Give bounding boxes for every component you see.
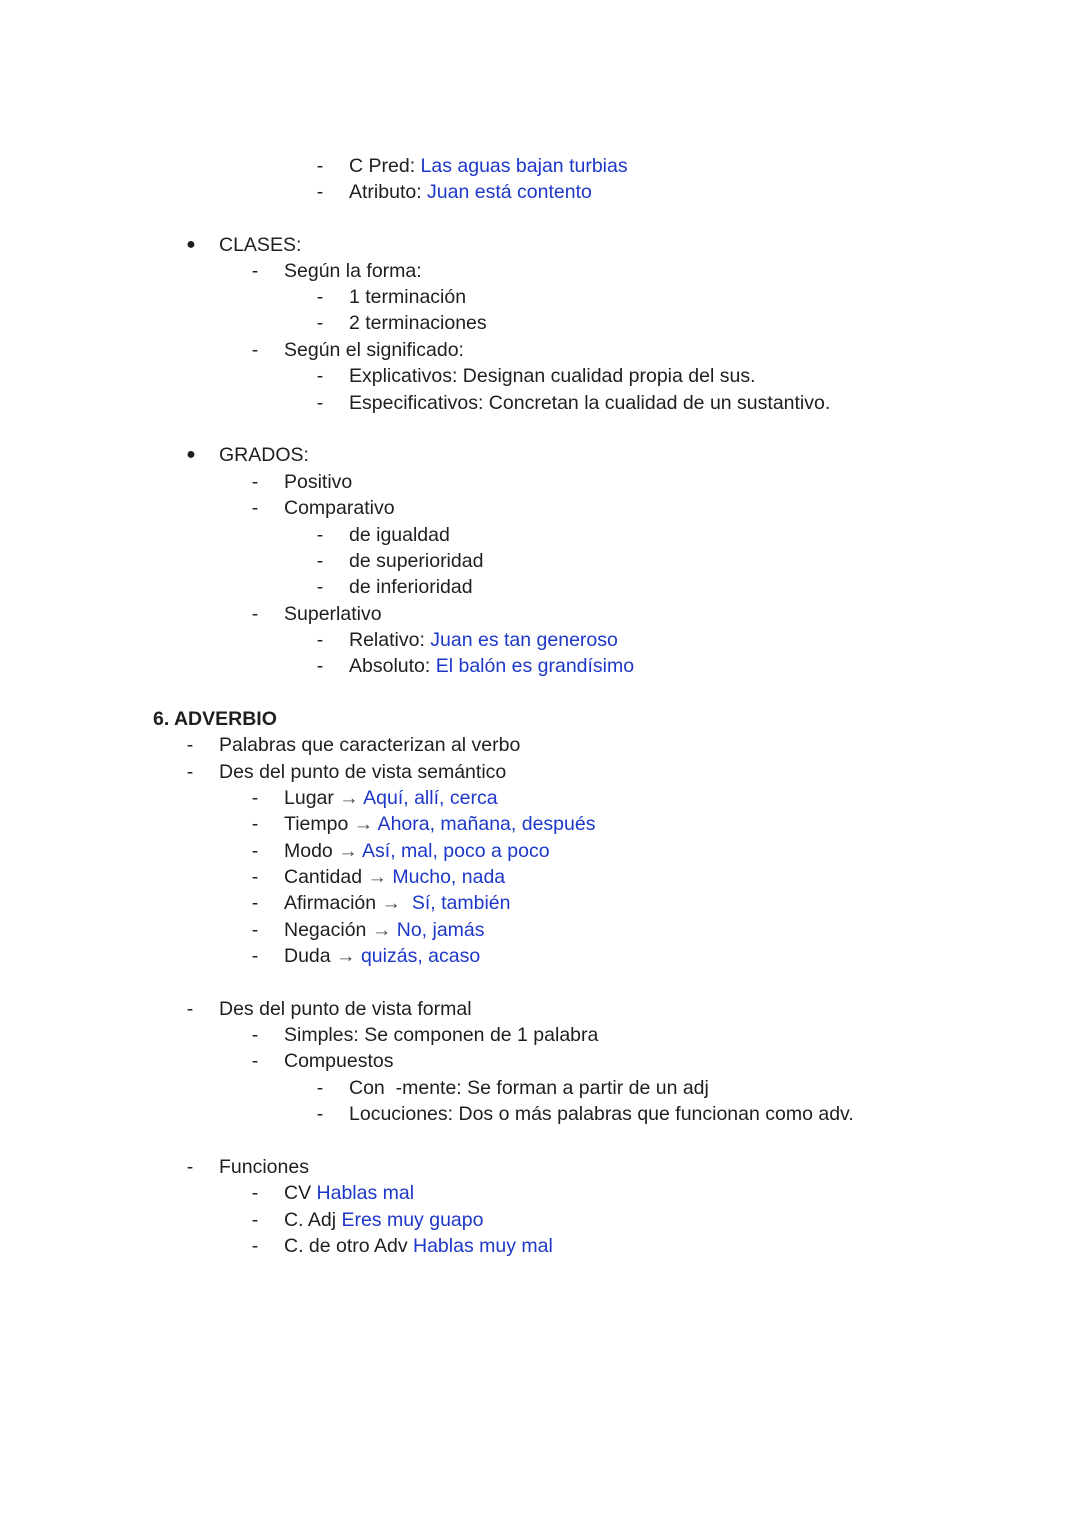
item-label: Tiempo <box>284 813 354 835</box>
item-label: C Pred: <box>349 155 421 177</box>
example-text: Juan es tan generoso <box>430 629 618 651</box>
dash-marker: - <box>316 365 324 387</box>
dash-marker: - <box>316 655 324 677</box>
arrow-icon: → <box>371 919 392 941</box>
example-text: quizás, acaso <box>355 945 481 967</box>
dash-marker: - <box>251 1182 259 1204</box>
example-text: Hablas mal <box>316 1182 415 1204</box>
dash-marker: - <box>251 1209 259 1231</box>
item-label: de superioridad <box>349 550 484 572</box>
arrow-icon: → <box>353 813 374 835</box>
example-text: Ahora, mañana, después <box>373 813 596 835</box>
dash-marker: - <box>316 392 324 414</box>
item-label: Des del punto de vista formal <box>219 998 472 1020</box>
dash-marker: - <box>316 524 324 546</box>
dash-marker: - <box>251 260 259 282</box>
item-label: Afirmación <box>284 892 382 914</box>
dash-marker: - <box>251 787 259 809</box>
item-label: de inferioridad <box>349 576 473 598</box>
dash-marker: - <box>316 1103 324 1125</box>
item-label: Negación <box>284 919 372 941</box>
item-label: C. Adj <box>284 1209 342 1231</box>
dash-marker: - <box>316 576 324 598</box>
dash-marker: - <box>251 603 259 625</box>
item-label: Palabras que caracterizan al verbo <box>219 734 521 756</box>
dash-marker: - <box>251 1235 259 1257</box>
dash-marker: - <box>251 1050 259 1072</box>
dash-marker: - <box>251 945 259 967</box>
example-text: Eres muy guapo <box>341 1209 484 1231</box>
dash-marker: - <box>251 813 259 835</box>
item-label: Compuestos <box>284 1050 394 1072</box>
item-label: Atributo: <box>349 181 428 203</box>
example-text: Las aguas bajan turbias <box>420 155 628 177</box>
dash-marker: - <box>251 892 259 914</box>
example-text: Así, mal, poco a poco <box>357 840 550 862</box>
item-label: Simples: Se componen de 1 palabra <box>284 1024 599 1046</box>
dash-marker: - <box>251 866 259 888</box>
item-label: Relativo: <box>349 629 431 651</box>
item-label: 2 terminaciones <box>349 312 487 334</box>
item-label: Superlativo <box>284 603 382 625</box>
dash-marker: - <box>316 155 324 177</box>
item-label: Comparativo <box>284 497 395 519</box>
item-label: de igualdad <box>349 524 450 546</box>
item-label: Absoluto: <box>349 655 436 677</box>
arrow-icon: → <box>339 787 359 809</box>
example-text: Juan está contento <box>427 181 592 203</box>
item-label: Según el significado: <box>284 339 464 361</box>
bullet-icon: ● <box>186 446 196 463</box>
dash-marker: - <box>251 339 259 361</box>
dash-marker: - <box>251 1024 259 1046</box>
arrow-icon: → <box>336 945 356 967</box>
dash-marker: - <box>316 629 324 651</box>
dash-marker: - <box>186 998 194 1020</box>
bullet-icon: ● <box>186 236 196 253</box>
dash-marker: - <box>186 734 194 756</box>
example-text: Aquí, allí, cerca <box>358 787 498 809</box>
item-label: Con -mente: Se forman a partir de un adj <box>349 1077 709 1099</box>
dash-marker: - <box>251 471 259 493</box>
item-label: Lugar <box>284 787 340 809</box>
dash-marker: - <box>316 181 324 203</box>
item-label: Especificativos: Concretan la cualidad de un sustantivo. <box>349 392 831 414</box>
example-text: Sí, también <box>401 892 511 914</box>
heading-text: 6. ADVERBIO <box>153 708 277 730</box>
dash-marker: - <box>251 840 259 862</box>
item-label: C. de otro Adv <box>284 1235 413 1257</box>
section-title: CLASES: <box>219 234 302 256</box>
item-label: Positivo <box>284 471 353 493</box>
dash-marker: - <box>316 286 324 308</box>
dash-marker: - <box>316 312 324 334</box>
item-label: Duda <box>284 945 337 967</box>
item-label: Locuciones: Dos o más palabras que funcionan como adv. <box>349 1103 854 1125</box>
dash-marker: - <box>186 1156 194 1178</box>
dash-marker: - <box>251 497 259 519</box>
arrow-icon: → <box>367 866 387 888</box>
dash-marker: - <box>251 919 259 941</box>
arrow-icon: → <box>381 892 402 914</box>
item-label: Modo <box>284 840 339 862</box>
example-text: El balón es grandísimo <box>435 655 635 677</box>
item-label: 1 terminación <box>349 286 467 308</box>
item-label: Explicativos: Designan cualidad propia del sus. <box>349 365 756 387</box>
item-label: CV <box>284 1182 317 1204</box>
arrow-icon: → <box>338 840 358 862</box>
dash-marker: - <box>316 1077 324 1099</box>
item-label: Des del punto de vista semántico <box>219 761 507 783</box>
dash-marker: - <box>316 550 324 572</box>
example-text: Mucho, nada <box>386 866 506 888</box>
example-text: No, jamás <box>391 919 485 941</box>
dash-marker: - <box>186 761 194 783</box>
item-label: Cantidad <box>284 866 368 888</box>
item-label: Funciones <box>219 1156 309 1178</box>
example-text: Hablas muy mal <box>413 1235 553 1257</box>
item-label: Según la forma: <box>284 260 422 282</box>
section-title: GRADOS: <box>219 444 309 466</box>
